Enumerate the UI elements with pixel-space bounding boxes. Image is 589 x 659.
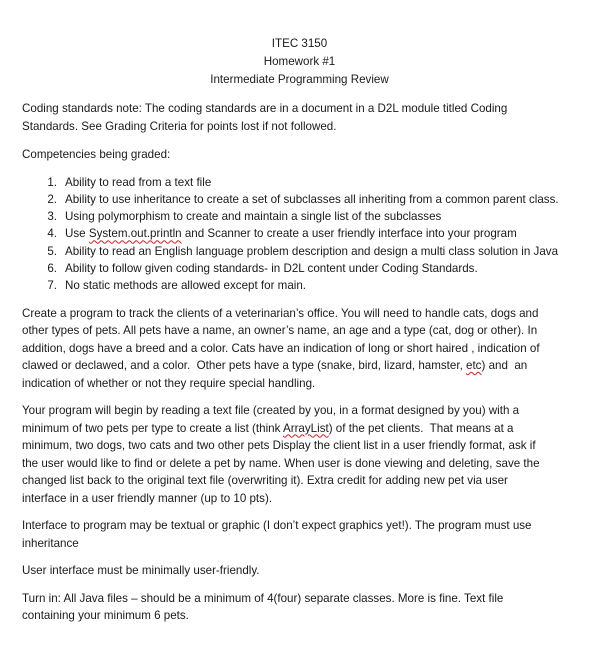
paragraph-line: User interface must be minimally user-friendly. bbox=[22, 564, 260, 578]
paragraph-line: containing your minimum 6 pets. bbox=[22, 609, 189, 623]
paragraph-line: Your program will begin by reading a text file (created by you, in a format designed by you) with a bbox=[22, 404, 520, 418]
list-item-number: 2. bbox=[47, 192, 57, 206]
paragraph-line: minimum, two dogs, two cats and two other pets Display the client list in a user friendly format, ask if bbox=[22, 439, 536, 453]
coding-standards-note bbox=[22, 100, 577, 135]
paragraph-line: clawed or declawed, and a color. Other pets have a type (snake, bird, lizard, hamster, bbox=[22, 359, 467, 373]
paragraph-line-post: ) and an bbox=[481, 359, 528, 373]
spellcheck-word: ArrayList bbox=[282, 421, 329, 435]
note-line-1: Coding standards note: The coding standards are in a document in a D2L module titled Coding bbox=[22, 102, 508, 115]
paragraph-line: interface in a user friendly manner (up to 10 pts). bbox=[22, 491, 273, 505]
list-item-number: 5. bbox=[47, 244, 57, 258]
list-item-number: 1. bbox=[47, 175, 57, 189]
list-item-number: 6. bbox=[47, 261, 57, 275]
list-item-number: 3. bbox=[47, 210, 57, 224]
list-item bbox=[22, 208, 577, 225]
list-item-text: Using polymorphism to create and maintain a single list of the subclasses bbox=[65, 210, 442, 224]
paragraph-line: addition, dogs have a breed and a color. Cats have an indication of long or short haired , indication of bbox=[22, 341, 540, 355]
program-description-paragraph bbox=[22, 305, 577, 393]
paragraph-line: Interface to program may be textual or graphic (I don’t expect graphics yet!). The program must use bbox=[22, 519, 532, 533]
paragraph-line: minimum of two pets per type to create a list (think bbox=[22, 421, 283, 435]
spellcheck-word: System.out.println bbox=[88, 227, 182, 241]
paragraph-line: indication of whether or not they require special handling. bbox=[22, 376, 316, 390]
assignment-subtitle: Intermediate Programming Review bbox=[210, 73, 389, 86]
list-item-text: Ability to follow given coding standards- in D2L content under Coding Standards. bbox=[65, 261, 478, 275]
list-item bbox=[22, 191, 577, 208]
list-item bbox=[22, 174, 577, 191]
list-item-text: Ability to use inheritance to create a set of subclasses all inheriting from a common parent class. bbox=[65, 192, 559, 206]
list-item-text: No static methods are allowed except for main. bbox=[65, 279, 307, 293]
turn-in-paragraph bbox=[22, 590, 577, 625]
paragraph-line: other types of pets. All pets have a name, an owner’s name, an age and a type (cat, dog or other). In bbox=[22, 324, 538, 338]
list-item bbox=[22, 243, 577, 260]
user-friendly-paragraph bbox=[22, 562, 577, 580]
note-line-2: Standards. See Grading Criteria for points lost if not followed. bbox=[22, 119, 337, 133]
list-item-number: 4. bbox=[47, 227, 57, 241]
assignment-title: Homework #1 bbox=[263, 55, 336, 68]
list-item bbox=[22, 225, 577, 242]
list-item bbox=[22, 260, 577, 277]
paragraph-line: changed list back to the original text file (overwriting it). Extra credit for adding new pet via user bbox=[22, 474, 508, 488]
list-item-text: Ability to read an English language problem description and design a multi class solution in Java bbox=[65, 244, 559, 258]
paragraph-line: the user would like to find or delete a pet by name. When user is done viewing and deleting, save the bbox=[22, 456, 540, 470]
list-item-text bbox=[65, 225, 517, 242]
program-behavior-paragraph bbox=[22, 402, 577, 507]
list-item-number: 7. bbox=[47, 279, 57, 293]
list-item-text: Ability to read from a text file bbox=[65, 175, 212, 189]
competencies-list bbox=[22, 174, 577, 295]
paragraph-line: inheritance bbox=[22, 536, 79, 550]
competencies-title: Competencies being graded: bbox=[22, 148, 171, 161]
paragraph-line: Create a program to track the clients of a veterinarian’s office. You will need to handle cats, dogs and bbox=[22, 306, 539, 320]
list-item bbox=[22, 277, 577, 294]
document-header bbox=[22, 35, 577, 89]
list-item-text-post: and Scanner to create a user friendly interface into your program bbox=[181, 227, 517, 241]
spellcheck-word: etc bbox=[466, 359, 482, 373]
paragraph-line: Turn in: All Java files – should be a minimum of 4(four) separate classes. More is fine. Text file bbox=[22, 591, 504, 605]
course-code: ITEC 3150 bbox=[271, 37, 328, 50]
interface-paragraph bbox=[22, 517, 577, 552]
list-item-text-pre: Use bbox=[65, 227, 89, 241]
document-page bbox=[0, 35, 589, 659]
paragraph-line-post: ) of the pet clients. That means at a bbox=[328, 421, 514, 435]
